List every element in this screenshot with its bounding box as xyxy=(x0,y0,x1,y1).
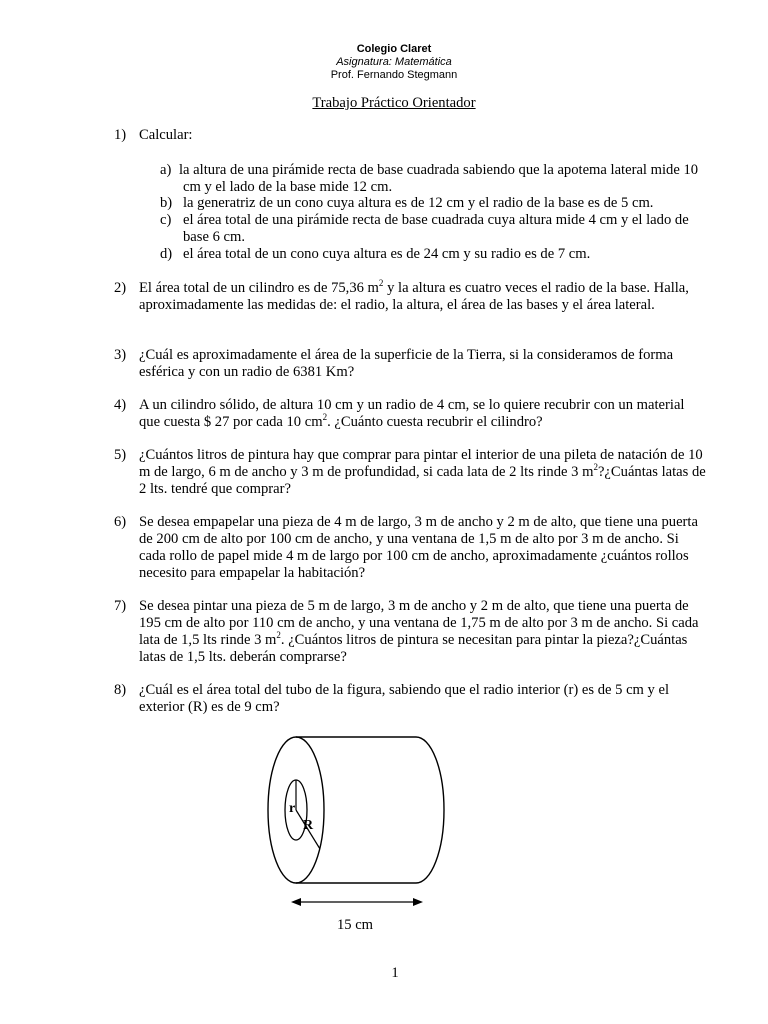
school-name: Colegio Claret xyxy=(356,43,432,55)
text-part: ¿Cuántos litros de pintura hay que comprar para pintar el interior de una pileta de natación de 10 m de largo, 6 m de ancho y 3 m de profundidad, si cada lata de 2 lts rinde 3 m xyxy=(139,447,703,480)
superscript: 2 xyxy=(593,462,598,473)
subitem-text: la altura de una pirámide recta de base cuadrada sabiendo que la apotema lateral mide 10 cm y el lado de la base mide 12 cm. xyxy=(179,162,699,195)
subitem-text: el área total de un cono cuya altura es de 24 cm y su radio es de 7 cm. xyxy=(183,246,591,262)
question-text: ¿Cuál es el área total del tubo de la figura, sabiendo que el radio interior (r) es de 5 cm y el exterior (R) es de 9 cm? xyxy=(139,682,670,715)
subject-line: Asignatura: Matemática xyxy=(336,56,452,68)
question-text xyxy=(139,397,709,431)
question-number: 7) xyxy=(114,598,127,614)
superscript: 2 xyxy=(276,630,281,641)
document-title: Trabajo Práctico Orientador xyxy=(312,95,476,111)
question-number: 2) xyxy=(114,280,127,296)
page-number: 1 xyxy=(391,965,399,981)
text-part: A un cilindro sólido, de altura 10 cm y un radio de 4 cm, se lo quiere recubrir con un material que cuesta $ 27 por cada 10 cm xyxy=(139,397,685,430)
superscript: 2 xyxy=(322,412,328,423)
question-number: 3) xyxy=(114,347,127,363)
text-part: . ¿Cuánto cuesta recubrir el cilindro? xyxy=(327,414,543,430)
subitem-letter: b) xyxy=(160,195,173,211)
question-text xyxy=(139,447,709,498)
tube-figure xyxy=(262,736,452,946)
question-number: 1) xyxy=(114,127,127,143)
subitem-text: el área total de una pirámide recta de base cuadrada cuya altura mide 4 cm y el lado de base 6 cm. xyxy=(183,212,689,245)
text-part: . ¿Cuántos litros de pintura se necesitan para pintar la pieza?¿Cuántas latas de 1,5 lts. deberán comprarse? xyxy=(139,632,688,665)
text-part: y la altura es cuatro veces el radio de la base. Halla, aproximadamente las medidas de: el radio, la altura, el área de las bases y el área lateral. xyxy=(139,280,689,313)
question-number: 5) xyxy=(114,447,127,463)
label-R: R xyxy=(303,818,314,833)
question-text: Se desea empapelar una pieza de 4 m de largo, 3 m de ancho y 2 m de alto, que tiene una puerta de 200 cm de alto por 100 cm de ancho, y una ventana de 1,5 m de alto por 3 m de ancho. Si cada rollo de papel mide 4 m de largo por 100 cm de ancho, aproximadamente ¿cuántos rollos necesito para empapelar la habitación? xyxy=(139,514,698,581)
teacher-line: Prof. Fernando Stegmann xyxy=(330,69,458,81)
arrowhead-right xyxy=(413,898,423,906)
question-number: 4) xyxy=(114,397,127,413)
subitem-letter: c) xyxy=(160,212,172,228)
label-r: r xyxy=(289,801,296,816)
subitem-text: la generatriz de un cono cuya altura es de 12 cm y el radio de la base es de 5 cm. xyxy=(183,195,654,211)
text-part: ?¿Cuántas latas de 2 lts. tendré que comprar? xyxy=(139,464,706,497)
question-text: ¿Cuál es aproximadamente el área de la superficie de la Tierra, si la consideramos de forma esférica y con un radio de 6381 Km? xyxy=(139,347,674,380)
back-arc xyxy=(416,737,444,883)
figure-caption: 15 cm xyxy=(336,917,374,933)
text-part: El área total de un cilindro es de 75,36 m xyxy=(139,280,379,296)
arrowhead-left xyxy=(291,898,301,906)
question-number: 6) xyxy=(114,514,127,530)
superscript: 2 xyxy=(378,278,384,289)
question-text xyxy=(139,280,709,314)
subitem-letter: d) xyxy=(160,246,173,262)
subitem-letter: a) xyxy=(160,162,172,178)
question-number: 8) xyxy=(114,682,127,698)
text-part: Se desea pintar una pieza de 5 m de largo, 3 m de ancho y 2 m de alto, que tiene una puerta de 195 cm de alto por 110 cm de ancho, y una ventana de 1,75 m de alto por 3 m de ancho. Si cada lata de 1,5 lts rinde 3 m xyxy=(139,598,699,648)
question-text: Calcular: xyxy=(139,127,193,143)
question-text xyxy=(139,598,709,666)
